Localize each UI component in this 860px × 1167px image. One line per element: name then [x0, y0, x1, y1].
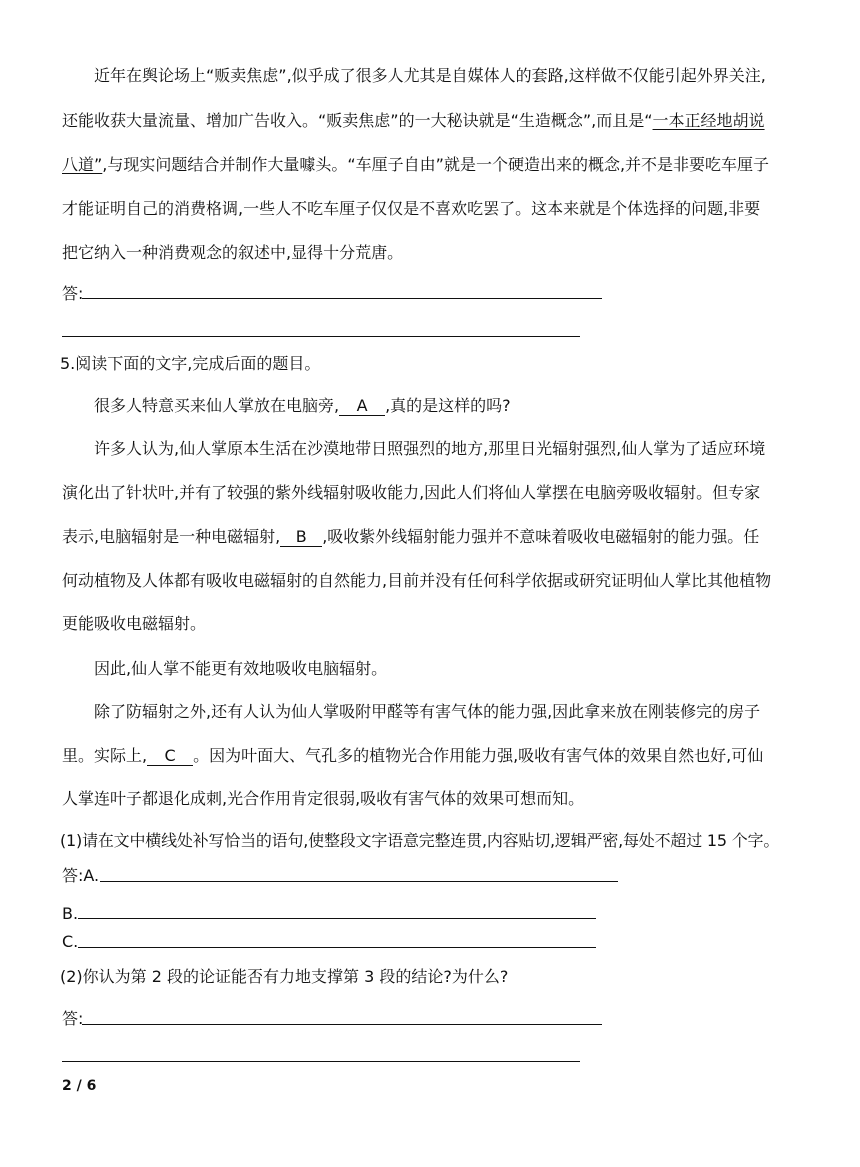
answer-label-q4: 答:	[62, 284, 84, 303]
answer-label-a: 答:A.	[62, 866, 100, 885]
answer-line-q4-2[interactable]	[62, 336, 580, 337]
q5-paragraph-2-line-2: 演化出了针状叶,并有了较强的紫外线辐射吸收能力,因此人们将仙人掌摆在电脑旁吸收辐射。但专家	[62, 483, 761, 502]
passage4-line-1: 近年在舆论场上“贩卖焦虑”,似乎成了很多人尤其是自媒体人的套路,这样做不仅能引起外界关注,	[94, 66, 766, 85]
answer-line-q4-1[interactable]	[82, 298, 602, 299]
q5-paragraph-2-line-4: 何动植物及人体都有吸收电磁辐射的自然能力,目前并没有任何科学依据或研究证明仙人掌比其他植物	[62, 571, 772, 590]
answer-line-q5-2[interactable]	[62, 1061, 580, 1062]
answer-line-q5-1[interactable]	[82, 1024, 602, 1025]
q5-paragraph-2-line-1: 许多人认为,仙人掌原本生活在沙漠地带日照强烈的地方,那里日光辐射强烈,仙人掌为了适应环境	[94, 439, 766, 458]
answer-line-c[interactable]	[78, 947, 596, 948]
sub-question-2: (2)你认为第 2 段的论证能否有力地支撑第 3 段的结论?为什么?	[60, 967, 509, 986]
answer-line-a[interactable]	[100, 881, 618, 882]
q5-paragraph-4-line-3: 人掌连叶子都退化成刺,光合作用肯定很弱,吸收有害气体的效果可想而知。	[62, 789, 585, 808]
sub-question-1: (1)请在文中横线处补写恰当的语句,使整段文字语意完整连贯,内容贴切,逻辑严密,每处不超过 15 个字。	[60, 831, 780, 850]
blank-b[interactable]: B	[280, 528, 322, 547]
passage4-line-3: 八道”,与现实问题结合并制作大量噱头。“车厘子自由”就是一个硬造出来的概念,并不是非要吃车厘子	[62, 155, 770, 174]
q5-paragraph-1: 很多人特意买来仙人掌放在电脑旁, A ,真的是这样的吗?	[94, 396, 511, 415]
q5-paragraph-2-line-5: 更能吸收电磁辐射。	[62, 614, 207, 633]
answer-label-b: B.	[62, 904, 79, 923]
passage4-line-4: 才能证明自己的消费格调,一些人不吃车厘子仅仅是不喜欢吃罢了。这本来就是个体选择的问题,非要	[62, 199, 761, 218]
underlined-phrase-end: 八道”	[62, 155, 103, 174]
q5-paragraph-2-line-3: 表示,电脑辐射是一种电磁辐射, B ,吸收紫外线辐射能力强并不意味着吸收电磁辐射的能力强。任	[62, 527, 760, 546]
underlined-phrase: 一本正经地胡说	[652, 111, 765, 130]
blank-c[interactable]: C	[147, 747, 193, 766]
blank-a[interactable]: A	[339, 397, 385, 416]
passage4-line-2: 还能收获大量流量、增加广告收入。“贩卖焦虑”的一大秘诀就是“生造概念”,而且是“一本正经地胡说	[62, 111, 765, 130]
answer-label-c: C.	[62, 932, 79, 951]
q5-paragraph-4-line-1: 除了防辐射之外,还有人认为仙人掌吸附甲醛等有害气体的能力强,因此拿来放在刚装修完的房子	[94, 702, 761, 721]
answer-line-b[interactable]	[78, 918, 596, 919]
answer-label-q5: 答:	[62, 1009, 84, 1028]
q5-paragraph-4-line-2: 里。实际上, C 。因为叶面大、气孔多的植物光合作用能力强,吸收有害气体的效果自然也好,可仙	[62, 746, 764, 765]
q5-paragraph-3: 因此,仙人掌不能更有效地吸收电脑辐射。	[94, 659, 388, 678]
passage4-line-5: 把它纳入一种消费观念的叙述中,显得十分荒唐。	[62, 243, 404, 262]
question5-title: 5.阅读下面的文字,完成后面的题目。	[60, 354, 321, 373]
page-number: 2 / 6	[62, 1078, 97, 1094]
